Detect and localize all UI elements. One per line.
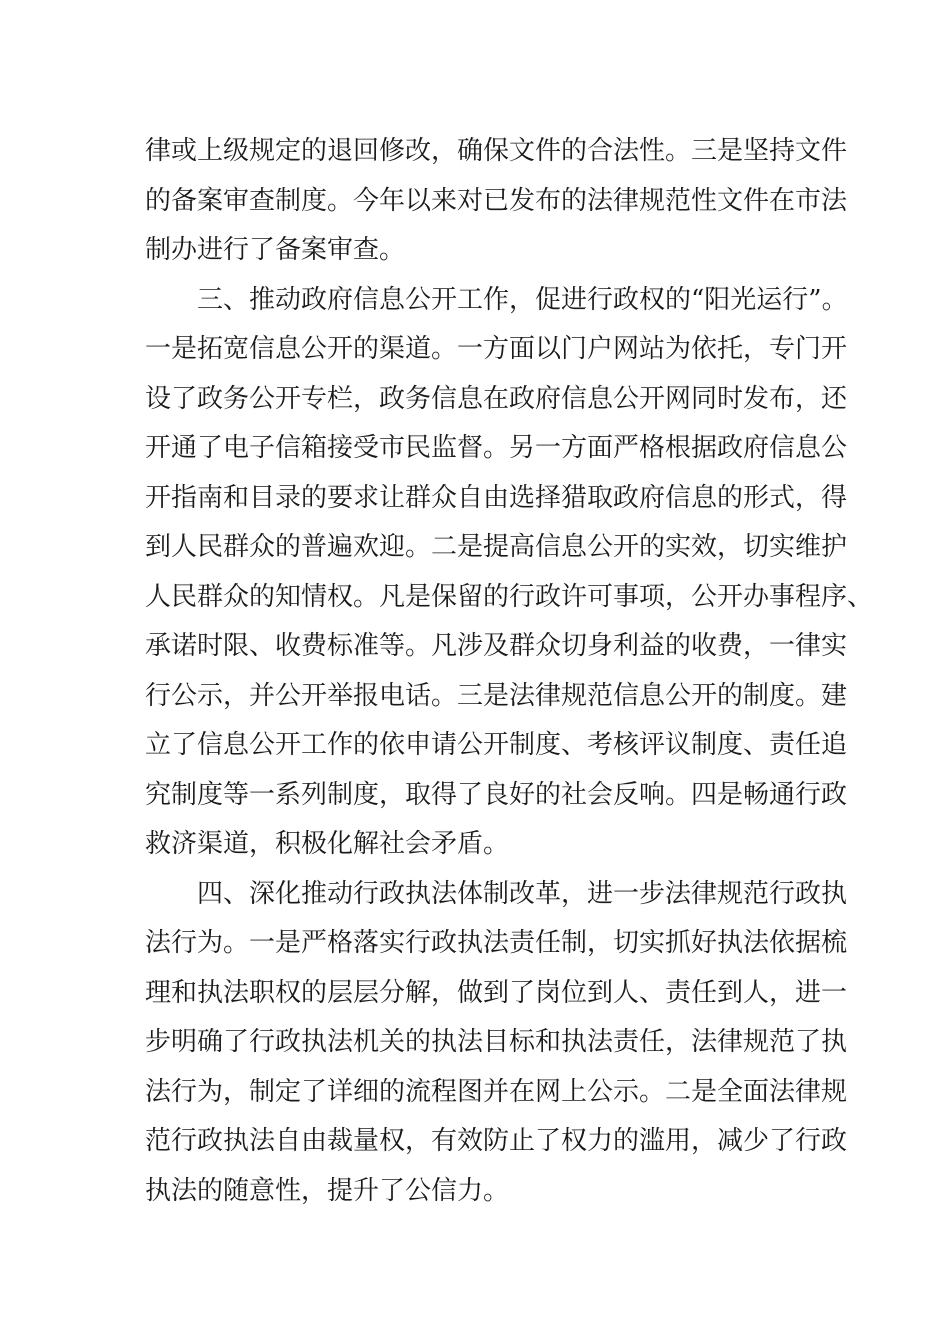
text-line: 三、推动政府信息公开工作，促进行政权的“阳光运行”。 [197,284,848,315]
text-line: 人民群众的知情权。凡是保留的行政许可事项，公开办事程序、 [145,581,874,612]
text-line: 理和执法职权的层层分解，做到了岗位到人、责任到人，进一 [145,977,848,1008]
text-line: 究制度等一系列制度，取得了良好的社会反响。四是畅通行政 [145,779,848,810]
text-line: 执法的随意性，提升了公信力。 [145,1175,510,1206]
text-line: 的备案审查制度。今年以来对已发布的法律规范性文件在市法 [145,185,848,216]
text-line: 到人民群众的普遍欢迎。二是提高信息公开的实效，切实维护 [145,532,848,562]
text-line: 制办进行了备案审查。 [145,235,406,265]
document-body [145,127,874,1216]
text-line: 立了信息公开工作的依申请公开制度、考核评议制度、责任追 [145,730,848,760]
paragraph-1 [145,127,848,276]
text-line: 法行为。一是严格落实行政执法责任制，切实抓好执法依据梳 [145,928,848,958]
text-line: 救济渠道，积极化解社会矛盾。 [145,829,510,859]
text-line: 步明确了行政执法机关的执法目标和执法责任，法律规范了执 [145,1027,848,1057]
text-line: 律或上级规定的退回修改，确保文件的合法性。三是坚持文件 [145,136,848,166]
paragraph-3 [145,870,848,1217]
text-line: 行公示，并公开举报电话。三是法律规范信息公开的制度。建 [145,680,848,711]
text-line: 四、深化推动行政执法体制改革，进一步法律规范行政执 [197,878,848,909]
text-line: 一是拓宽信息公开的渠道。一方面以门户网站为依托，专门开 [145,334,848,364]
text-line: 法行为，制定了详细的流程图并在网上公示。二是全面法律规 [145,1076,848,1107]
text-line: 开通了电子信箱接受市民监督。另一方面严格根据政府信息公 [145,433,848,463]
text-line: 范行政执法自由裁量权，有效防止了权力的滥用，减少了行政 [145,1126,848,1156]
text-line: 开指南和目录的要求让群众自由选择猎取政府信息的形式，得 [145,482,848,513]
paragraph-2 [145,276,874,870]
text-line: 承诺时限、收费标准等。凡涉及群众切身利益的收费，一律实 [145,631,848,661]
text-line: 设了政务公开专栏，政务信息在政府信息公开网同时发布，还 [145,383,848,414]
